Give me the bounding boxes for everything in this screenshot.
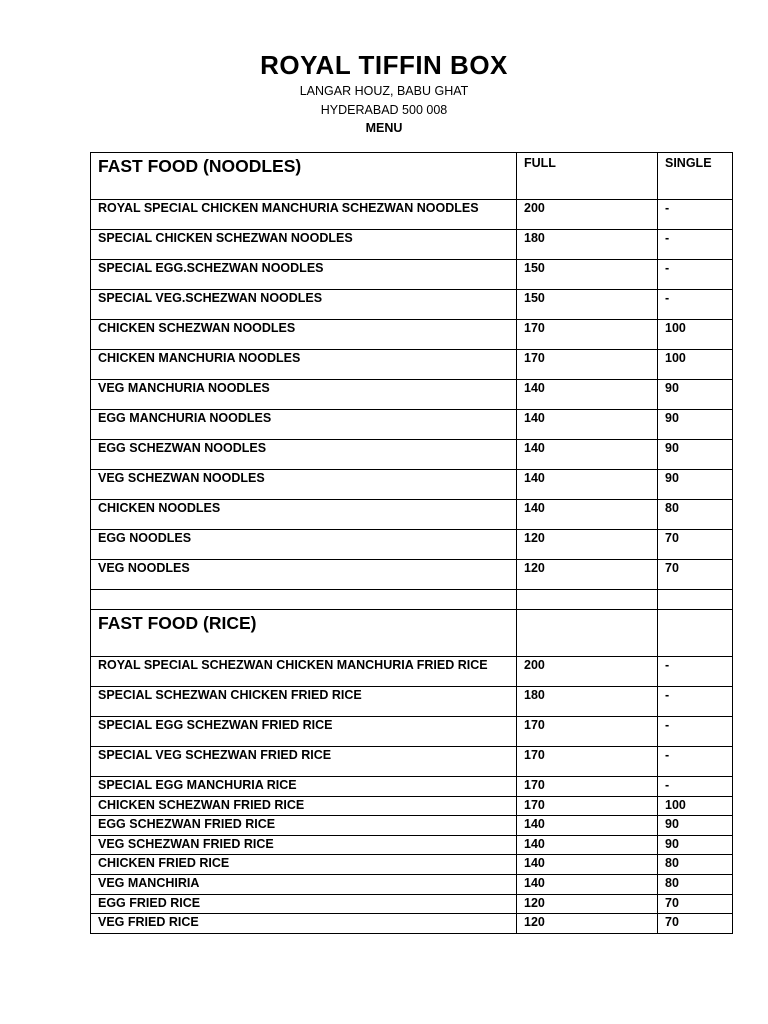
item-name: VEG SCHEZWAN FRIED RICE xyxy=(91,835,517,855)
table-row xyxy=(91,500,733,530)
item-single-price: - xyxy=(658,200,733,230)
item-full-price: 170 xyxy=(517,747,658,777)
table-row xyxy=(91,410,733,440)
item-name: SPECIAL EGG MANCHURIA RICE xyxy=(91,777,517,797)
item-single-price: 80 xyxy=(658,500,733,530)
item-full-price: 200 xyxy=(517,657,658,687)
item-name: SPECIAL CHICKEN SCHEZWAN NOODLES xyxy=(91,230,517,260)
item-full-price: 120 xyxy=(517,530,658,560)
item-single-price: 90 xyxy=(658,380,733,410)
table-row xyxy=(91,717,733,747)
item-name: EGG MANCHURIA NOODLES xyxy=(91,410,517,440)
item-name: SPECIAL VEG SCHEZWAN FRIED RICE xyxy=(91,747,517,777)
restaurant-title: ROYAL TIFFIN BOX xyxy=(260,50,508,80)
item-name: SPECIAL EGG.SCHEZWAN NOODLES xyxy=(91,260,517,290)
column-header-full: FULL xyxy=(517,153,658,200)
item-name: VEG FRIED RICE xyxy=(91,914,517,934)
table-row xyxy=(91,530,733,560)
menu-label: MENU xyxy=(365,121,403,135)
item-name: VEG NOODLES xyxy=(91,560,517,590)
item-full-price: 170 xyxy=(517,350,658,380)
empty-cell xyxy=(658,590,733,610)
item-full-price: 120 xyxy=(517,914,658,934)
empty-cell xyxy=(658,610,733,657)
table-row xyxy=(91,747,733,777)
table-row xyxy=(91,230,733,260)
item-full-price: 140 xyxy=(517,440,658,470)
item-full-price: 120 xyxy=(517,894,658,914)
item-name: VEG MANCHIRIA xyxy=(91,874,517,894)
item-single-price: - xyxy=(658,717,733,747)
item-name: CHICKEN NOODLES xyxy=(91,500,517,530)
item-single-price: 80 xyxy=(658,874,733,894)
item-single-price: 90 xyxy=(658,816,733,836)
item-single-price: - xyxy=(658,747,733,777)
item-full-price: 140 xyxy=(517,410,658,440)
item-single-price: - xyxy=(658,290,733,320)
item-full-price: 170 xyxy=(517,320,658,350)
item-single-price: - xyxy=(658,777,733,797)
item-name: EGG NOODLES xyxy=(91,530,517,560)
item-full-price: 170 xyxy=(517,796,658,816)
table-row xyxy=(91,894,733,914)
item-full-price: 140 xyxy=(517,835,658,855)
item-single-price: 80 xyxy=(658,855,733,875)
section-header-noodles xyxy=(91,153,733,200)
address-line-2: HYDERABAD 500 008 xyxy=(320,103,448,117)
item-name: ROYAL SPECIAL CHICKEN MANCHURIA SCHEZWAN NOODLES xyxy=(91,200,517,230)
column-header-single: SINGLE xyxy=(658,153,733,200)
item-single-price: 90 xyxy=(658,835,733,855)
empty-cell xyxy=(517,610,658,657)
item-name: CHICKEN MANCHURIA NOODLES xyxy=(91,350,517,380)
item-full-price: 150 xyxy=(517,260,658,290)
item-name: SPECIAL EGG SCHEZWAN FRIED RICE xyxy=(91,717,517,747)
item-single-price: - xyxy=(658,260,733,290)
item-full-price: 170 xyxy=(517,717,658,747)
item-name: ROYAL SPECIAL SCHEZWAN CHICKEN MANCHURIA FRIED RICE xyxy=(91,657,517,687)
item-single-price: 90 xyxy=(658,440,733,470)
table-row xyxy=(91,816,733,836)
table-row xyxy=(91,914,733,934)
item-single-price: - xyxy=(658,657,733,687)
item-name: CHICKEN FRIED RICE xyxy=(91,855,517,875)
table-row xyxy=(91,260,733,290)
item-full-price: 120 xyxy=(517,560,658,590)
table-row xyxy=(91,200,733,230)
menu-table xyxy=(90,152,733,934)
table-row xyxy=(91,777,733,797)
item-name: EGG SCHEZWAN FRIED RICE xyxy=(91,816,517,836)
empty-cell xyxy=(91,590,517,610)
item-name: SPECIAL SCHEZWAN CHICKEN FRIED RICE xyxy=(91,687,517,717)
item-name: EGG SCHEZWAN NOODLES xyxy=(91,440,517,470)
item-full-price: 140 xyxy=(517,380,658,410)
item-single-price: 90 xyxy=(658,410,733,440)
item-single-price: 70 xyxy=(658,560,733,590)
table-row xyxy=(91,687,733,717)
table-row xyxy=(91,560,733,590)
item-name: SPECIAL VEG.SCHEZWAN NOODLES xyxy=(91,290,517,320)
item-full-price: 150 xyxy=(517,290,658,320)
item-single-price: 100 xyxy=(658,320,733,350)
table-row xyxy=(91,657,733,687)
table-row xyxy=(91,380,733,410)
item-full-price: 140 xyxy=(517,500,658,530)
item-name: CHICKEN SCHEZWAN NOODLES xyxy=(91,320,517,350)
table-row xyxy=(91,835,733,855)
item-name: VEG SCHEZWAN NOODLES xyxy=(91,470,517,500)
item-full-price: 170 xyxy=(517,777,658,797)
table-row xyxy=(91,874,733,894)
item-name: EGG FRIED RICE xyxy=(91,894,517,914)
table-row xyxy=(91,320,733,350)
item-full-price: 180 xyxy=(517,230,658,260)
item-full-price: 140 xyxy=(517,874,658,894)
item-full-price: 140 xyxy=(517,470,658,500)
item-single-price: 100 xyxy=(658,350,733,380)
section-header-rice xyxy=(91,610,733,657)
table-row xyxy=(91,440,733,470)
item-single-price: 70 xyxy=(658,914,733,934)
empty-cell xyxy=(517,590,658,610)
item-full-price: 140 xyxy=(517,816,658,836)
table-row xyxy=(91,855,733,875)
item-full-price: 200 xyxy=(517,200,658,230)
item-single-price: 90 xyxy=(658,470,733,500)
item-single-price: 100 xyxy=(658,796,733,816)
table-row xyxy=(91,290,733,320)
item-single-price: 70 xyxy=(658,894,733,914)
spacer-row xyxy=(91,590,733,610)
section-title-noodles: FAST FOOD (NOODLES) xyxy=(91,153,517,200)
item-name: CHICKEN SCHEZWAN FRIED RICE xyxy=(91,796,517,816)
item-single-price: - xyxy=(658,687,733,717)
item-single-price: 70 xyxy=(658,530,733,560)
table-row xyxy=(91,796,733,816)
item-full-price: 180 xyxy=(517,687,658,717)
table-row xyxy=(91,470,733,500)
item-full-price: 140 xyxy=(517,855,658,875)
section-title-rice: FAST FOOD (RICE) xyxy=(91,610,517,657)
item-single-price: - xyxy=(658,230,733,260)
address-line-1: LANGAR HOUZ, BABU GHAT xyxy=(299,84,469,98)
item-name: VEG MANCHURIA NOODLES xyxy=(91,380,517,410)
table-row xyxy=(91,350,733,380)
